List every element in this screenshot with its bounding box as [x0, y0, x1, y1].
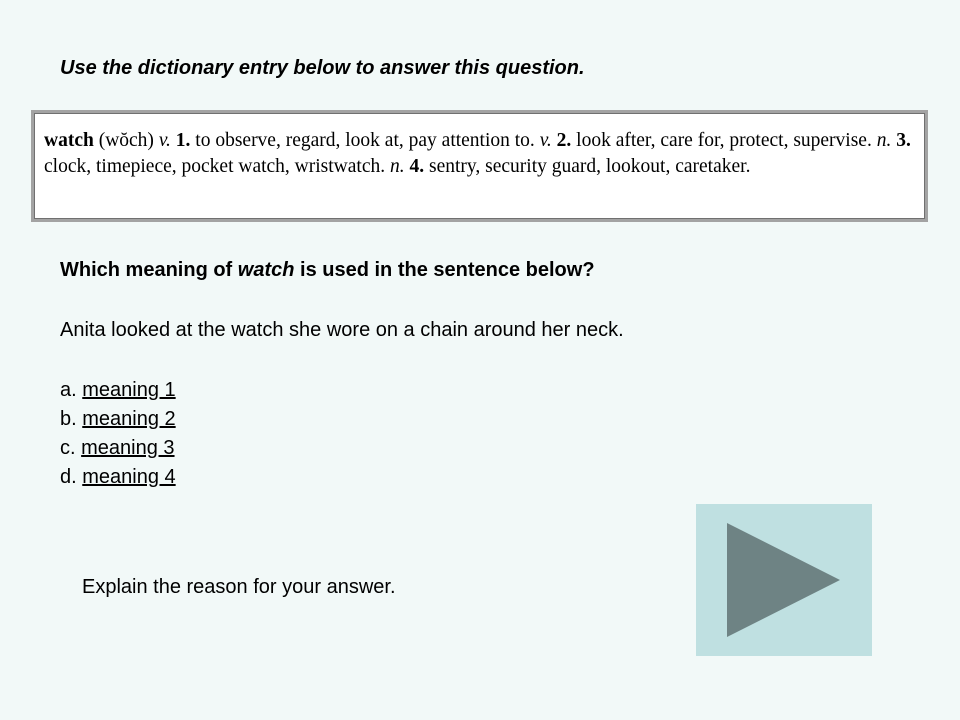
definition-text: to observe, regard, look at, pay attention to. [195, 130, 535, 151]
option-letter: a. [60, 379, 77, 401]
pos-label: n. [390, 156, 405, 177]
answer-options [60, 376, 176, 492]
option-letter: c. [60, 437, 76, 459]
dictionary-headword: watch [44, 130, 94, 151]
answer-option-a [60, 376, 176, 405]
definition-number: 4. [409, 156, 425, 177]
answer-link-meaning-2[interactable]: meaning 2 [82, 408, 176, 430]
answer-link-meaning-3[interactable]: meaning 3 [81, 437, 175, 459]
play-triangle-icon [696, 504, 872, 656]
pos-label: v. [158, 130, 171, 151]
dictionary-entry-box [31, 110, 928, 222]
dictionary-pronunciation: (wŏch) [98, 130, 154, 151]
pos-label: v. [539, 130, 552, 151]
answer-link-meaning-4[interactable]: meaning 4 [82, 466, 176, 488]
pos-label: n. [876, 130, 892, 151]
option-letter: d. [60, 466, 77, 488]
instruction-text: Use the dictionary entry below to answer this question. [60, 57, 585, 79]
next-button[interactable] [696, 504, 872, 656]
question-word: watch [237, 259, 295, 281]
dictionary-entry [34, 113, 925, 219]
explain-prompt: Explain the reason for your answer. [82, 576, 396, 598]
answer-option-b [60, 405, 176, 434]
answer-option-d [60, 463, 176, 492]
definition-number: 3. [896, 130, 911, 151]
example-sentence: Anita looked at the watch she wore on a chain around her neck. [60, 319, 624, 341]
question-prefix: Which meaning of [60, 259, 238, 281]
definition-text: clock, timepiece, pocket watch, wristwatch. [44, 156, 386, 177]
definition-number: 1. [175, 130, 191, 151]
question-suffix: is used in the sentence below? [294, 259, 595, 281]
question-text [60, 259, 595, 282]
definition-text: look after, care for, protect, supervise. [576, 130, 872, 151]
definition-text: sentry, security guard, lookout, caretaker. [429, 156, 751, 177]
definition-number: 2. [556, 130, 572, 151]
answer-link-meaning-1[interactable]: meaning 1 [82, 379, 176, 401]
answer-option-c [60, 434, 176, 463]
option-letter: b. [60, 408, 77, 430]
